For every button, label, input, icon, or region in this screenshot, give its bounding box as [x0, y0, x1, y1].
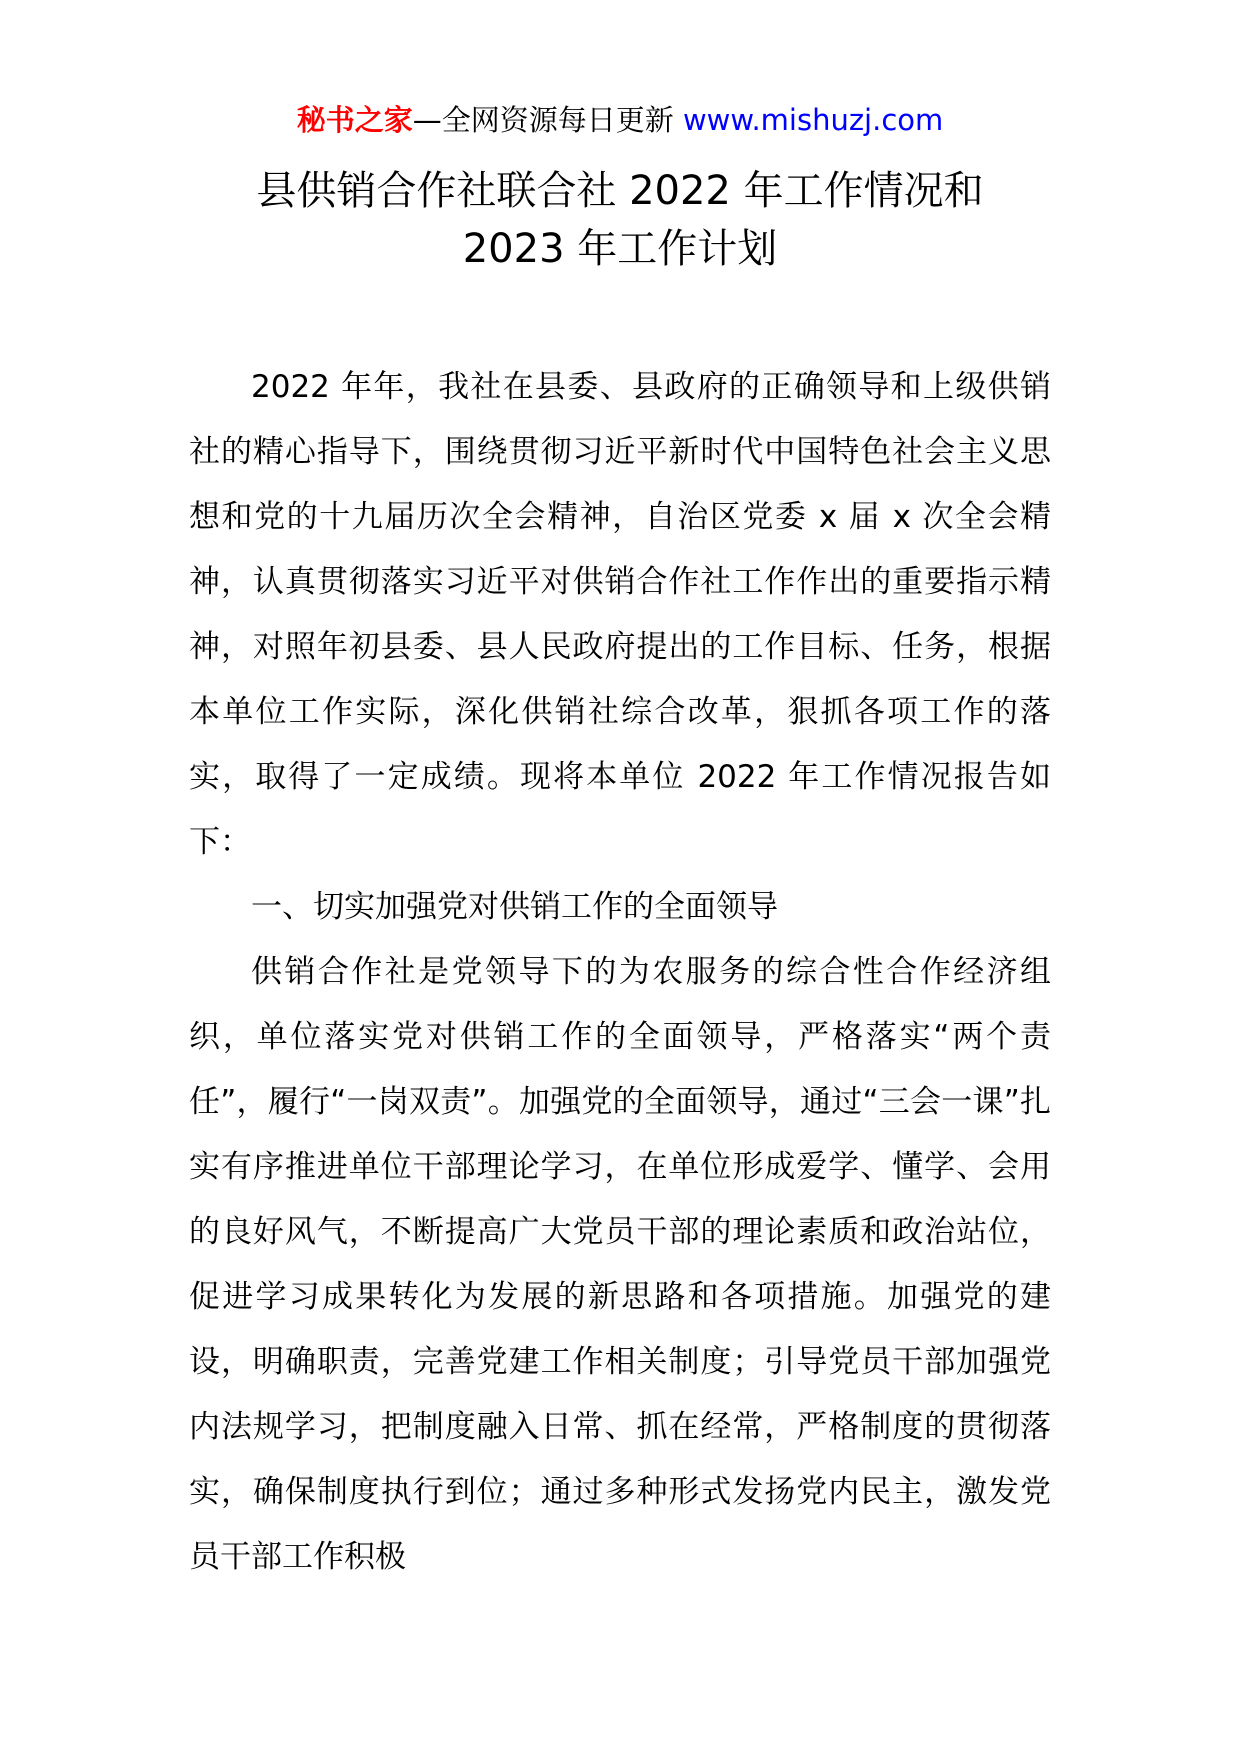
section-heading-1: 一、切实加强党对供销工作的全面领导 — [251, 889, 778, 925]
intro-paragraph: 2022 年年，我社在县委、县政府的正确领导和上级供销社的精心指导下，围绕贯彻习近平新时代中国特色社会主义思想和党的十九届历次全会精神，自治区党委 x 届 x 次全会精神，认真贯彻落实习近平对供销合作社工作作出的重要指示精神，对照年初县委、县人民政府提出的工作目标、任务，根据本单位工作实际，深化供销社综合改革，狠抓各项工作的落实，取得了一定成绩。现将本单位 2022 年工作情况报告如下： — [189, 369, 1051, 860]
section-1-paragraph: 供销合作社是党领导下的为农服务的综合性合作经济组织，单位落实党对供销工作的全面领导，严格落实“两个责任”，履行“一岗双责”。加强党的全面领导，通过“三会一课”扎实有序推进单位干部理论学习，在单位形成爱学、懂学、会用的良好风气，不断提高广大党员干部的理论素质和政治站位，促进学习成果转化为发展的新思路和各项措施。加强党的建设，明确职责，完善党建工作相关制度；引导党员干部加强党内法规学习，把制度融入日常、抓在经常，严格制度的贯彻落实，确保制度执行到位；通过多种形式发扬党内民主，激发党员干部工作积极 — [189, 954, 1051, 1575]
title-line-1: 县供销合作社联合社 2022 年工作情况和 — [256, 168, 984, 214]
brand-name: 秘书之家 — [296, 103, 413, 137]
site-header — [0, 100, 1240, 140]
title-line-2: 2023 年工作计划 — [462, 226, 778, 272]
document-title — [0, 162, 1240, 278]
site-url-link[interactable]: www.mishuzj.com — [682, 103, 944, 137]
document-body — [189, 355, 1051, 1590]
header-tagline: —全网资源每日更新 — [412, 103, 674, 137]
